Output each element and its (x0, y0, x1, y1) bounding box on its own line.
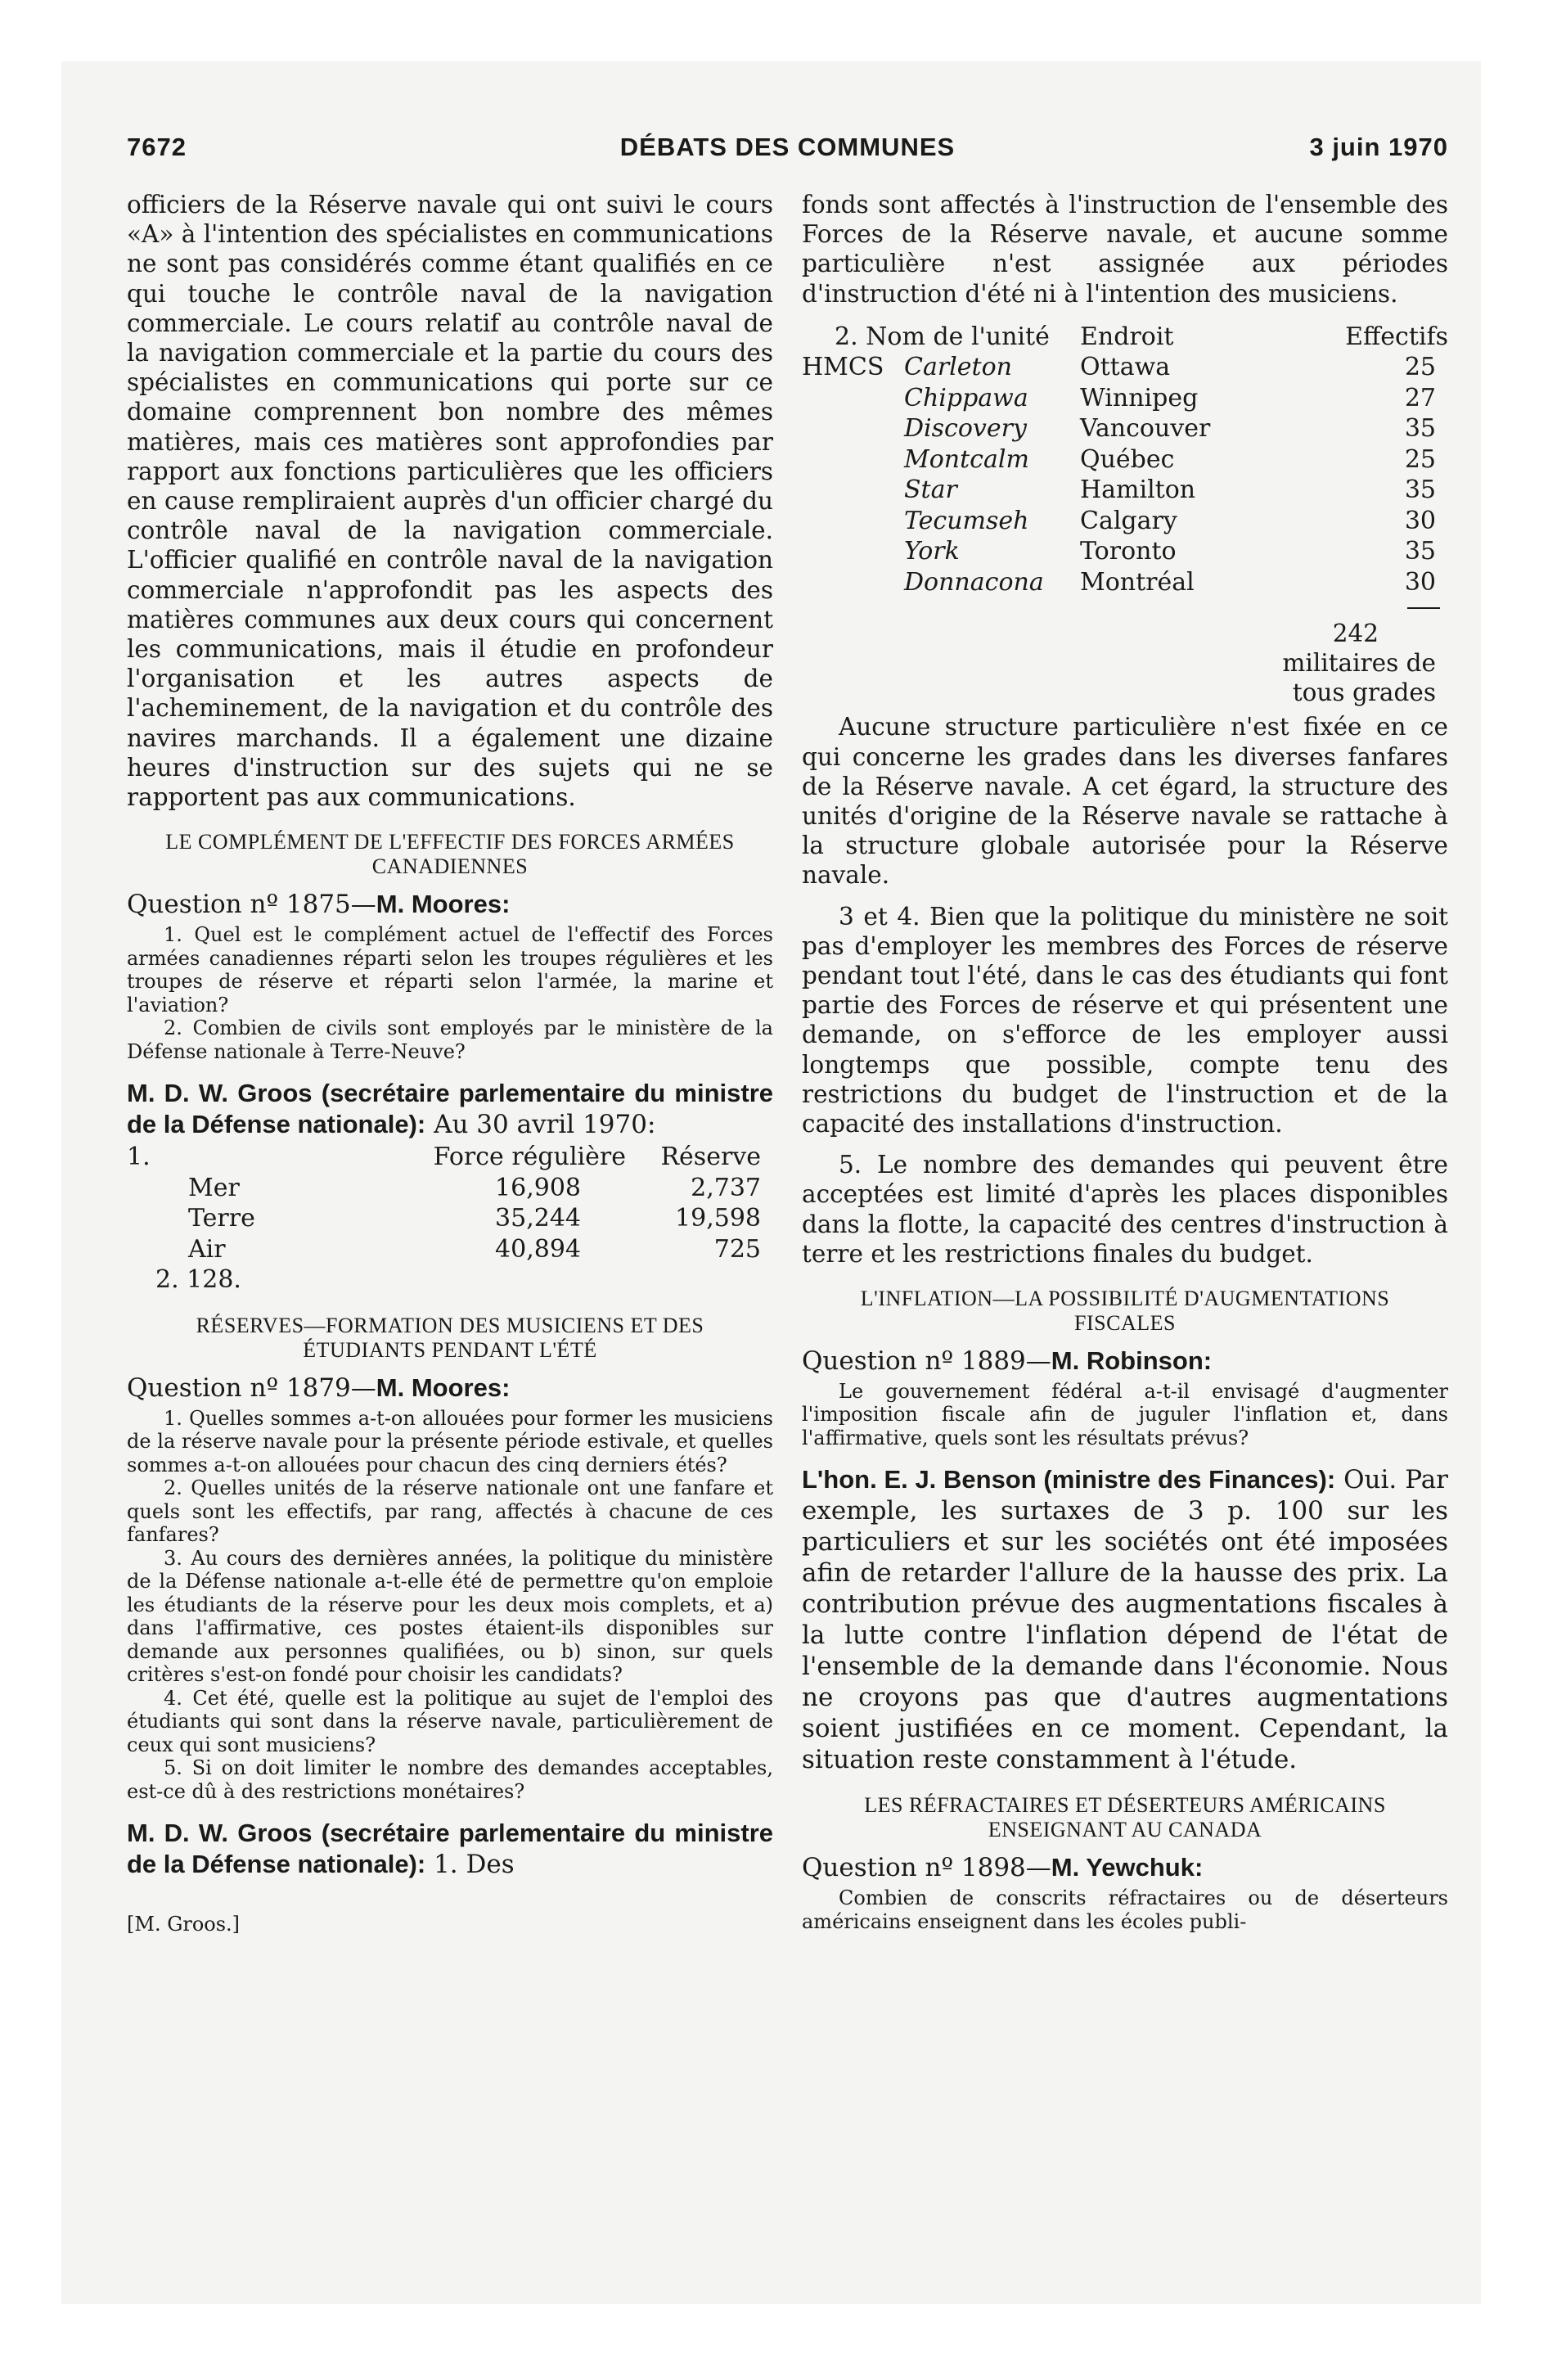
table-header-place: Endroit (1080, 322, 1174, 351)
question-item: 2. Combien de civils sont employés par le ministère de la Défense nationale à Terre-Neuve? (127, 1016, 773, 1063)
question-speaker: M. Yewchuk: (1051, 1853, 1204, 1882)
question-item: 1. Quelles sommes a-t-on allouées pour former les musiciens de la réserve navale pour la présente période estivale, et quelles sommes a-t-on allouées pour chacun des cinq derniers étés? (127, 1406, 773, 1476)
unit-count: 35 (1404, 414, 1436, 444)
question-item: 4. Cet été, quelle est la politique au sujet de l'emploi des étudiants qui sont dans la réserve navale, particulièrement de ceux qui sont musiciens? (127, 1686, 773, 1756)
table-cell-regular: 35,244 (495, 1204, 581, 1233)
question-1879-text (127, 1407, 773, 1804)
publication-title: DÉBATS DES COMMUNES (619, 133, 956, 161)
answer-speaker: M. D. W. Groos (secrétaire parlementaire du ministre de la Défense nationale): (127, 1079, 773, 1139)
table-header-regular: Force régulière (433, 1143, 626, 1172)
question-1889-text: Le gouvernement fédéral a-t-il envisagé d'augmenter l'imposition fiscale afin de juguler l'inflation et, dans l'affirmative, quels sont les résultats prévus? (802, 1379, 1448, 1449)
unit-place: Calgary (1080, 506, 1177, 535)
unit-name: Chippawa (904, 383, 1028, 412)
unit-place: Winnipeg (1080, 383, 1199, 412)
unit-name: Discovery (904, 414, 1027, 444)
question-speaker: M. Robinson: (1051, 1346, 1213, 1375)
table-row (802, 506, 1448, 537)
table-cell-regular: 40,894 (495, 1234, 581, 1264)
unit-count: 25 (1404, 444, 1436, 474)
table-header-reserve: Réserve (660, 1143, 761, 1172)
table-row (802, 352, 1448, 383)
question-label: Question nº 1875— (127, 890, 376, 920)
total-rule (1407, 607, 1440, 609)
question-speaker: M. Moores: (376, 1373, 511, 1402)
answer-1889 (802, 1464, 1448, 1775)
answer-text: Au 30 avril 1970: (425, 1110, 656, 1140)
question-speaker: M. Moores: (376, 890, 511, 919)
continued-paragraph: officiers de la Réserve navale qui ont suivi le cours «A» à l'intention des spécialistes en communications ne sont pas considérés comme étant qualifiés en ce qui touche le contrôle naval de la navigation commerciale. Le cours relatif au contrôle naval de la navigation commerciale et la partie du cours des spécialistes en communications qui porte sur ce domaine comprennent bon nombre des mêmes matières, mais ces matières sont approfondies par rapport aux fonctions particulières que les officiers en cause rempliraient auprès d'un officier chargé du contrôle naval de la navigation commerciale. L'officier qualifié en contrôle naval de la navigation commerciale n'approfondit pas les aspects des matières communes aux deux cours qui concernent les communications, mais il étudie en profondeur l'organisation et les autres aspects de l'acheminement, de la navigation et du contrôle des navires marchands. Il a également une dizaine heures d'instruction sur des sujets qui ne se rapportent pas aux communications. (127, 191, 773, 812)
question-item: 2. Quelles unités de la réserve nationale ont une fanfare et quels sont les effectifs, par rang, affectés à chacune de ces fanfares? (127, 1476, 773, 1547)
table-header-count: Effectifs (1345, 322, 1448, 351)
forces-table (127, 1142, 761, 1296)
question-1898-text: Combien de conscrits réfractaires ou de déserteurs américains enseignent dans les écoles publi- (802, 1886, 1448, 1933)
question-1875-text (127, 923, 773, 1063)
table-row (127, 1234, 761, 1265)
hansard-page (127, 123, 1448, 2267)
unit-count: 30 (1404, 567, 1436, 597)
table-row (802, 444, 1448, 476)
page-date: 3 juin 1970 (1309, 133, 1448, 161)
table-cell-reserve: 725 (713, 1234, 761, 1264)
left-column (127, 190, 773, 1939)
answer-1879 (127, 1818, 773, 1880)
table-cell-reserve: 2,737 (691, 1173, 761, 1202)
unit-count: 30 (1404, 506, 1436, 535)
unit-count: 35 (1404, 537, 1436, 566)
unit-count: 35 (1404, 476, 1436, 505)
unit-name: Tecumseh (904, 506, 1029, 535)
table-header-row (127, 1142, 761, 1173)
table-cell-regular: 16,908 (495, 1173, 581, 1202)
answer-speaker: M. D. W. Groos (secrétaire parlementaire du ministre de la Défense nationale): (127, 1819, 773, 1879)
page-header (127, 123, 1448, 172)
answer-1875 (127, 1078, 773, 1140)
section-heading-inflation: L'INFLATION—LA POSSIBILITÉ D'AUGMENTATIONS FISCALES (860, 1286, 1390, 1335)
total-label-1: militaires de (1282, 649, 1436, 678)
question-1879 (127, 1373, 773, 1404)
question-1889 (802, 1346, 1448, 1377)
question-label: Question nº 1879— (127, 1373, 376, 1403)
table-row (802, 413, 1448, 444)
table-row (802, 567, 1448, 598)
table-row (127, 1264, 761, 1296)
paragraph-3-4: 3 et 4. Bien que la politique du ministère ne soit pas d'employer les membres des Forces de réserve pendant tout l'été, dans le cas des étudiants qui font partie des Forces de réserve et qui présentent une demande, on s'efforce de les employer aussi longtemps que possible, compte tenu des restrictions du budget de l'instruction et de la capacité des installations d'instruction. (802, 902, 1448, 1138)
page-number: 7672 (127, 133, 187, 161)
unit-name: Montcalm (904, 444, 1029, 474)
question-label: Question nº 1898— (802, 1853, 1051, 1883)
table-row (802, 536, 1448, 567)
units-table (802, 322, 1448, 618)
table-cell-label: Air (188, 1234, 226, 1264)
total-label-2: tous grades (1292, 678, 1436, 707)
right-column (802, 190, 1448, 1933)
unit-name: Star (904, 476, 957, 505)
answer-item-2: 2. 128. (155, 1265, 241, 1295)
answer-text: Oui. Par exemple, les surtaxes de 3 p. 100 sur les particuliers et sur les sociétés ont été imposées afin de retarder l'allure de la hausse des prix. La contribution prévue des augmentations fiscales à la lutte contre l'inflation dépend de l'état de l'ensemble de la demande dans l'économie. Nous ne croyons pas que d'autres augmentations soient justifiées en ce moment. Cependant, la situation reste constamment à l'étude. (802, 1465, 1449, 1775)
answer-speaker: L'hon. E. J. Benson (ministre des Finances): (802, 1465, 1336, 1494)
unit-name: Carleton (904, 353, 1012, 382)
answer-text: 1. Des (425, 1850, 515, 1880)
table-row (127, 1203, 761, 1234)
question-1875 (127, 889, 773, 920)
unit-place: Hamilton (1080, 476, 1196, 505)
section-heading-complement: LE COMPLÉMENT DE L'EFFECTIF DES FORCES ARMÉES CANADIENNES (165, 830, 735, 879)
unit-place: Québec (1080, 444, 1175, 474)
paragraph-structure: Aucune structure particulière n'est fixée en ce qui concerne les grades dans les diverses fanfares de la Réserve navale. A cet égard, la structure des unités d'origine de la Réserve navale se rattache à la structure globale autorisée pour la Réserve navale. (802, 713, 1448, 890)
table-cell-reserve: 19,598 (675, 1204, 761, 1233)
speaker-footer: [M. Groos.] (127, 1913, 241, 1936)
unit-place: Montréal (1080, 567, 1195, 597)
table-cell-label: Mer (188, 1173, 240, 1202)
table-header-row (802, 322, 1448, 353)
question-label: Question nº 1889— (802, 1346, 1051, 1376)
section-heading-reserves: RÉSERVES—FORMATION DES MUSICIENS ET DES ÉTUDIANTS PENDANT L'ÉTÉ (196, 1313, 704, 1362)
question-1898 (802, 1852, 1448, 1883)
section-heading-deserters: LES RÉFRACTAIRES ET DÉSERTEURS AMÉRICAINS ENSEIGNANT AU CANADA (864, 1793, 1386, 1842)
unit-name: York (904, 537, 960, 566)
unit-name: Donnacona (904, 567, 1044, 597)
question-item: 5. Si on doit limiter le nombre des demandes acceptables, est-ce dû à des restrictions monétaires? (127, 1756, 773, 1803)
table-header-unit: 2. Nom de l'unité (835, 322, 1050, 351)
units-total (802, 619, 1448, 707)
table-cell-label: Terre (188, 1204, 255, 1233)
unit-place: Vancouver (1080, 414, 1211, 444)
table-row (802, 383, 1448, 414)
unit-prefix: HMCS (802, 353, 884, 382)
table-row (802, 475, 1448, 506)
question-item: 3. Au cours des dernières années, la politique du ministère de la Défense nationale a-t-elle été de permettre qu'on emploie les étudiants de la réserve pour les deux mois complets, et a) dans l'affirmative, ces postes étaient-ils disponibles sur demande aux personnes qualifiées, ou b) sinon, sur quels critères s'est-on fondé pour choisir les candidats? (127, 1546, 773, 1687)
table-row (127, 1173, 761, 1204)
continued-paragraph: fonds sont affectés à l'instruction de l'ensemble des Forces de la Réserve navale, et aucune somme particulière n'est assignée aux périodes d'instruction d'été ni à l'intention des musiciens. (802, 191, 1448, 308)
table-item-number: 1. (127, 1143, 151, 1172)
total-value: 242 (1332, 620, 1379, 648)
paragraph-5: 5. Le nombre des demandes qui peuvent être acceptées est limité d'après les places disponibles dans la flotte, la capacité des centres d'instruction à terre et les restrictions finales du budget. (802, 1151, 1448, 1268)
question-item: 1. Quel est le complément actuel de l'effectif des Forces armées canadiennes réparti selon les troupes régulières et les troupes de réserve et réparti selon l'armée, la marine et l'aviation? (127, 923, 773, 1016)
unit-place: Toronto (1080, 537, 1177, 566)
table-total-rule-row (802, 597, 1448, 617)
unit-count: 25 (1404, 353, 1436, 382)
unit-place: Ottawa (1080, 353, 1171, 382)
unit-count: 27 (1404, 383, 1436, 412)
